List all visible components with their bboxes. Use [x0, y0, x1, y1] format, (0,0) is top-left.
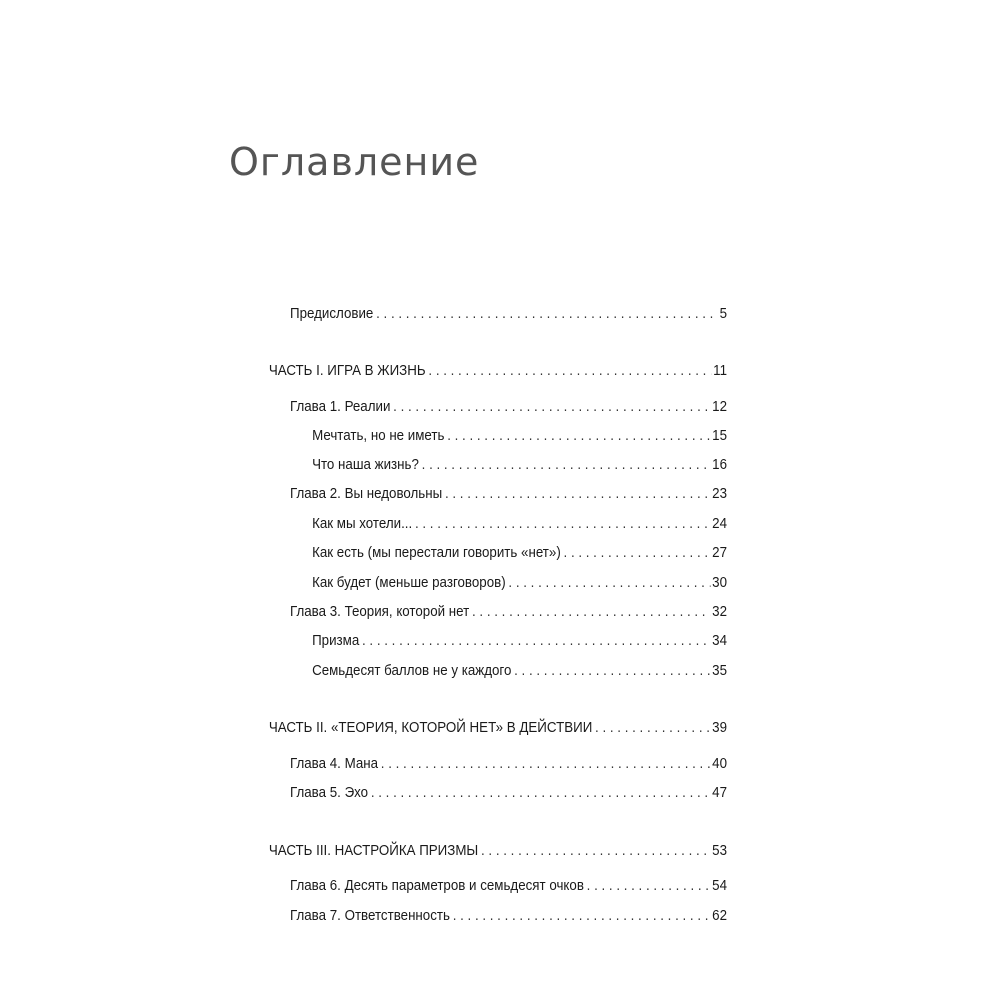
dot-leader	[472, 601, 710, 623]
dot-leader	[587, 875, 711, 897]
toc-entry-page: 39	[712, 720, 727, 736]
toc-entry-page: 32	[712, 604, 727, 620]
toc-entry-part-3	[269, 840, 727, 862]
toc-entry-section	[312, 630, 727, 652]
toc-entry-label: Глава 3. Теория, которой нет	[290, 604, 470, 620]
toc-entry-chapter-3	[290, 601, 727, 623]
toc-entry-section	[312, 572, 727, 594]
toc-entry-label: Глава 5. Эхо	[290, 785, 369, 801]
toc-entry-preface	[290, 303, 727, 325]
toc-entry-label: ЧАСТЬ II. «ТЕОРИЯ, КОТОРОЙ НЕТ» В ДЕЙСТВИИ	[268, 720, 593, 736]
toc-entry-label: Глава 7. Ответственность	[290, 908, 450, 924]
toc-entry-label: Предисловие	[290, 306, 374, 322]
page-title: Оглавление	[229, 140, 480, 184]
toc-entry-page: 27	[712, 545, 727, 561]
toc-entry-page: 30	[712, 575, 727, 591]
dot-leader	[422, 454, 711, 476]
toc-entry-chapter-6	[290, 875, 727, 897]
dot-leader	[447, 425, 710, 447]
toc-entry-section	[312, 454, 727, 476]
toc-entry-page: 24	[712, 516, 727, 532]
toc-entry-label: Глава 4. Мана	[290, 756, 379, 772]
toc-entry-label: ЧАСТЬ I. ИГРА В ЖИЗНЬ	[268, 363, 426, 379]
dot-leader	[393, 396, 710, 418]
dot-leader	[481, 840, 710, 862]
toc-entry-page: 5	[719, 306, 727, 322]
toc-entry-section	[312, 513, 727, 535]
toc-entry-label: Глава 6. Десять параметров и семьдесят очков	[290, 878, 584, 894]
toc-entry-label: Как мы хотели...	[312, 516, 413, 532]
toc-entry-page: 53	[712, 843, 727, 859]
toc-entry-section	[312, 660, 727, 682]
dot-leader	[415, 513, 710, 535]
toc-entry-label: Глава 1. Реалии	[290, 399, 391, 415]
toc-entry-page: 40	[712, 756, 727, 772]
toc-entry-page: 62	[712, 908, 727, 924]
dot-leader	[376, 303, 718, 325]
toc-entry-page: 16	[712, 457, 727, 473]
toc-entry-chapter-2	[290, 483, 727, 505]
dot-leader	[362, 630, 710, 652]
toc-entry-label: Что наша жизнь?	[312, 457, 419, 473]
toc-entry-page: 54	[712, 878, 727, 894]
dot-leader	[445, 483, 710, 505]
toc-entry-label: Как будет (меньше разговоров)	[312, 575, 506, 591]
toc-entry-section	[312, 542, 727, 564]
dot-leader	[595, 717, 710, 739]
dot-leader	[564, 542, 711, 564]
toc-entry-chapter-4	[290, 753, 727, 775]
toc-entry-page: 12	[712, 399, 727, 415]
toc-entry-chapter-7	[290, 905, 727, 927]
dot-leader	[514, 660, 710, 682]
toc-entry-page: 34	[712, 633, 727, 649]
toc-entry-page: 15	[712, 428, 727, 444]
toc-entry-label: Как есть (мы перестали говорить «нет»)	[312, 545, 561, 561]
toc-entry-page: 35	[712, 663, 727, 679]
toc-entry-part-2	[269, 717, 727, 739]
toc-entry-label: Глава 2. Вы недовольны	[290, 486, 443, 502]
toc-entry-page: 11	[713, 363, 727, 379]
toc-entry-label: ЧАСТЬ III. НАСТРОЙКА ПРИЗМЫ	[268, 843, 479, 859]
toc-entry-chapter-5	[290, 782, 727, 804]
toc-entry-label: Мечтать, но не иметь	[312, 428, 445, 444]
toc-entry-label: Семьдесят баллов не у каждого	[312, 663, 512, 679]
dot-leader	[428, 360, 711, 382]
toc-entry-page: 47	[712, 785, 727, 801]
toc-entry-chapter-1	[290, 396, 727, 418]
toc-entry-label: Призма	[312, 633, 360, 649]
dot-leader	[453, 905, 711, 927]
toc-entry-section	[312, 425, 727, 447]
dot-leader	[371, 782, 710, 804]
toc-entry-page: 23	[712, 486, 727, 502]
toc-entry-part-1	[269, 360, 727, 382]
dot-leader	[508, 572, 710, 594]
dot-leader	[381, 753, 711, 775]
